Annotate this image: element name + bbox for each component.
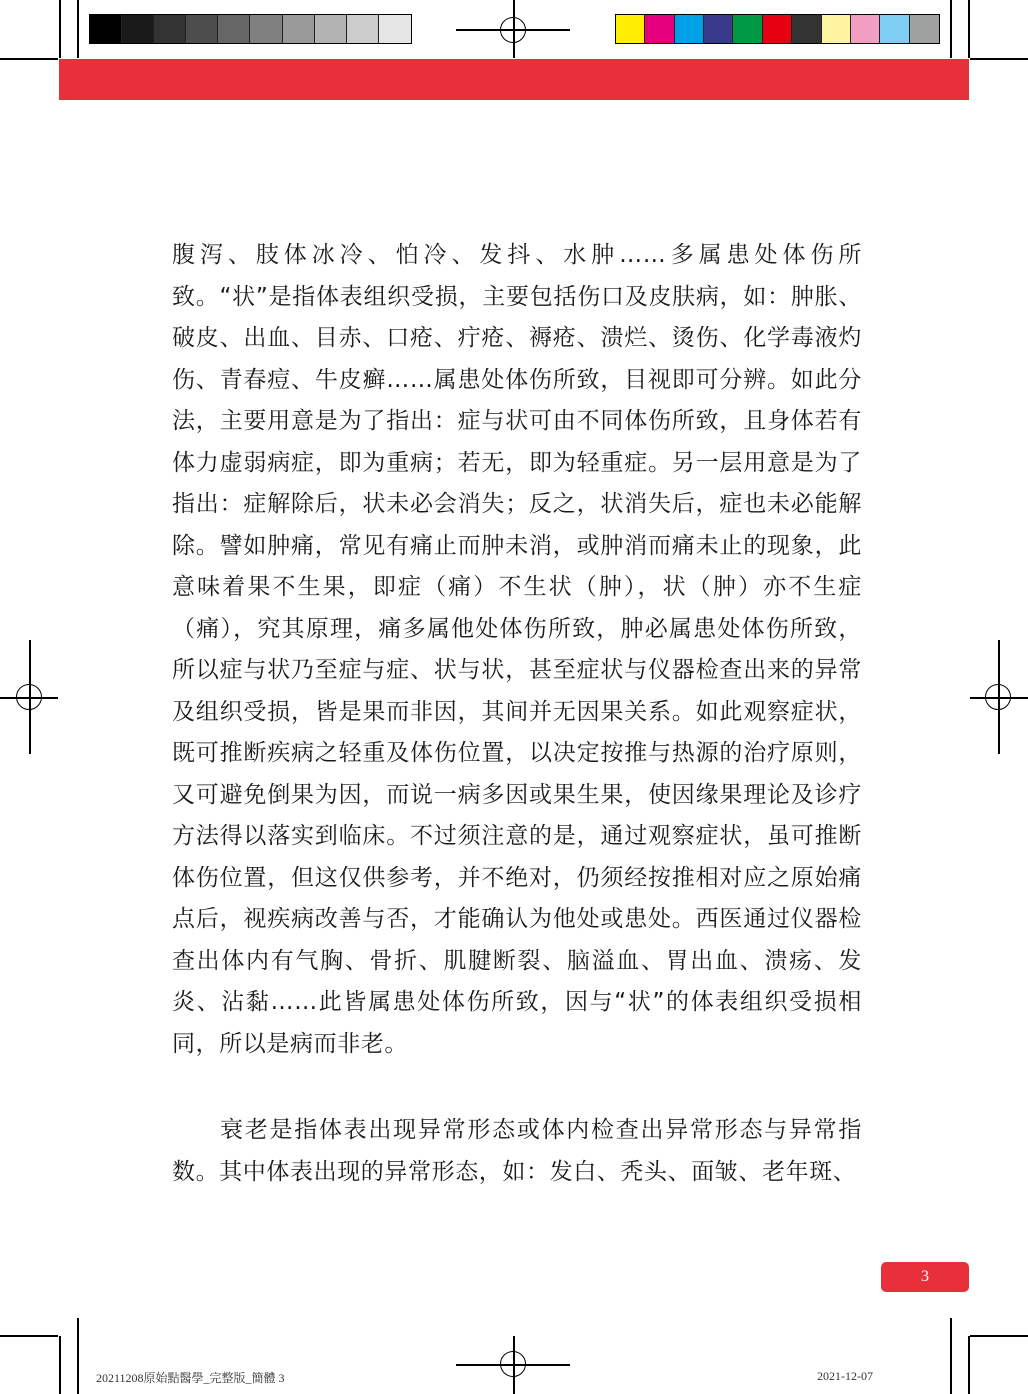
- calibration-swatch: [315, 15, 347, 43]
- calibration-swatch: [763, 15, 792, 43]
- calibration-swatch: [616, 15, 645, 43]
- grayscale-calibration-strip: [89, 14, 412, 44]
- calibration-swatch: [910, 15, 939, 43]
- header-red-band: [59, 59, 969, 100]
- crop-mark: [77, 1318, 79, 1394]
- calibration-swatch: [347, 15, 379, 43]
- footer-file-slug: 20211208原始點醫學_完整版_簡體 3: [96, 1371, 285, 1385]
- calibration-swatch: [822, 15, 851, 43]
- crop-mark: [0, 58, 58, 60]
- crop-mark: [970, 1335, 1028, 1337]
- top-registration-circle: [500, 17, 526, 43]
- calibration-swatch: [154, 15, 186, 43]
- calibration-swatch: [733, 15, 762, 43]
- body-paragraph: 腹泻、肢体冰冷、怕冷、发抖、水肿……多属患处体伤所致。“状”是指体表组织受损，主要包括伤口及皮肤病，如：肿胀、破皮、出血、目赤、口疮、疔疮、褥疮、溃烂、烫伤、化学毒液灼伤、青春痘、牛皮癣……属患处体伤所致，目视即可分辨。如此分法，主要用意是为了指出：症与状可由不同体伤所致，且身体若有体力虚弱病症，即为重病；若无，即为轻重症。另一层用意是为了指出：症解除后，状未必会消失；反之，状消失后，症也未必能解除。譬如肿痛，常见有痛止而肿未消，或肿消而痛未止的现象，此意味着果不生果，即症（痛）不生状（肿），状（肿）亦不生症（痛），究其原理，痛多属他处体伤所致，肿必属患处体伤所致，所以症与状乃至症与症、状与状，甚至症状与仪器检查出来的异常及组织受损，皆是果而非因，其间并无因果关系。如此观察症状，既可推断疾病之轻重及体伤位置，以决定按推与热源的治疗原则，又可避免倒果为因，而说一病多因或果生果，使因缘果理论及诊疗方法得以落实到临床。不过须注意的是，通过观察症状，虽可推断体伤位置，但这仅供参考，并不绝对，仍须经按推相对应之原始痛点后，视疾病改善与否，才能确认为他处或患处。西医通过仪器检查出体内有气胸、骨折、肌腱断裂、脑溢血、胃出血、溃疡、发炎、沾黏……此皆属患处体伤所致，因与“状”的体表组织受损相同，所以是病而非老。: [172, 242, 862, 1057]
- calibration-swatch: [675, 15, 704, 43]
- calibration-swatch: [379, 15, 411, 43]
- crop-mark: [950, 1318, 952, 1394]
- left-registration-circle: [16, 684, 42, 710]
- crop-mark: [59, 1336, 61, 1394]
- calibration-swatch: [645, 15, 674, 43]
- crop-mark: [970, 58, 1028, 60]
- calibration-swatch: [186, 15, 218, 43]
- crop-mark: [77, 0, 79, 58]
- body-paragraph: 衰老是指体表出现异常形态或体内检查出异常形态与异常指数。其中体表出现的异常形态，如：发白、秃头、面皱、老年斑、: [172, 1117, 862, 1185]
- color-calibration-strip: [615, 14, 940, 44]
- calibration-swatch: [851, 15, 880, 43]
- calibration-swatch: [283, 15, 315, 43]
- footer-date: 2021-12-07: [817, 1369, 873, 1383]
- calibration-swatch: [792, 15, 821, 43]
- crop-mark: [0, 1335, 58, 1337]
- crop-mark: [59, 0, 61, 58]
- crop-mark: [968, 0, 970, 58]
- bottom-registration-circle: [500, 1351, 526, 1377]
- crop-mark: [950, 0, 952, 58]
- calibration-swatch: [250, 15, 282, 43]
- calibration-swatch: [704, 15, 733, 43]
- right-registration-circle: [985, 684, 1011, 710]
- calibration-swatch: [880, 15, 909, 43]
- crop-mark: [968, 1336, 970, 1394]
- calibration-swatch: [122, 15, 154, 43]
- calibration-swatch: [218, 15, 250, 43]
- page-number: 3: [881, 1262, 969, 1292]
- calibration-swatch: [90, 15, 122, 43]
